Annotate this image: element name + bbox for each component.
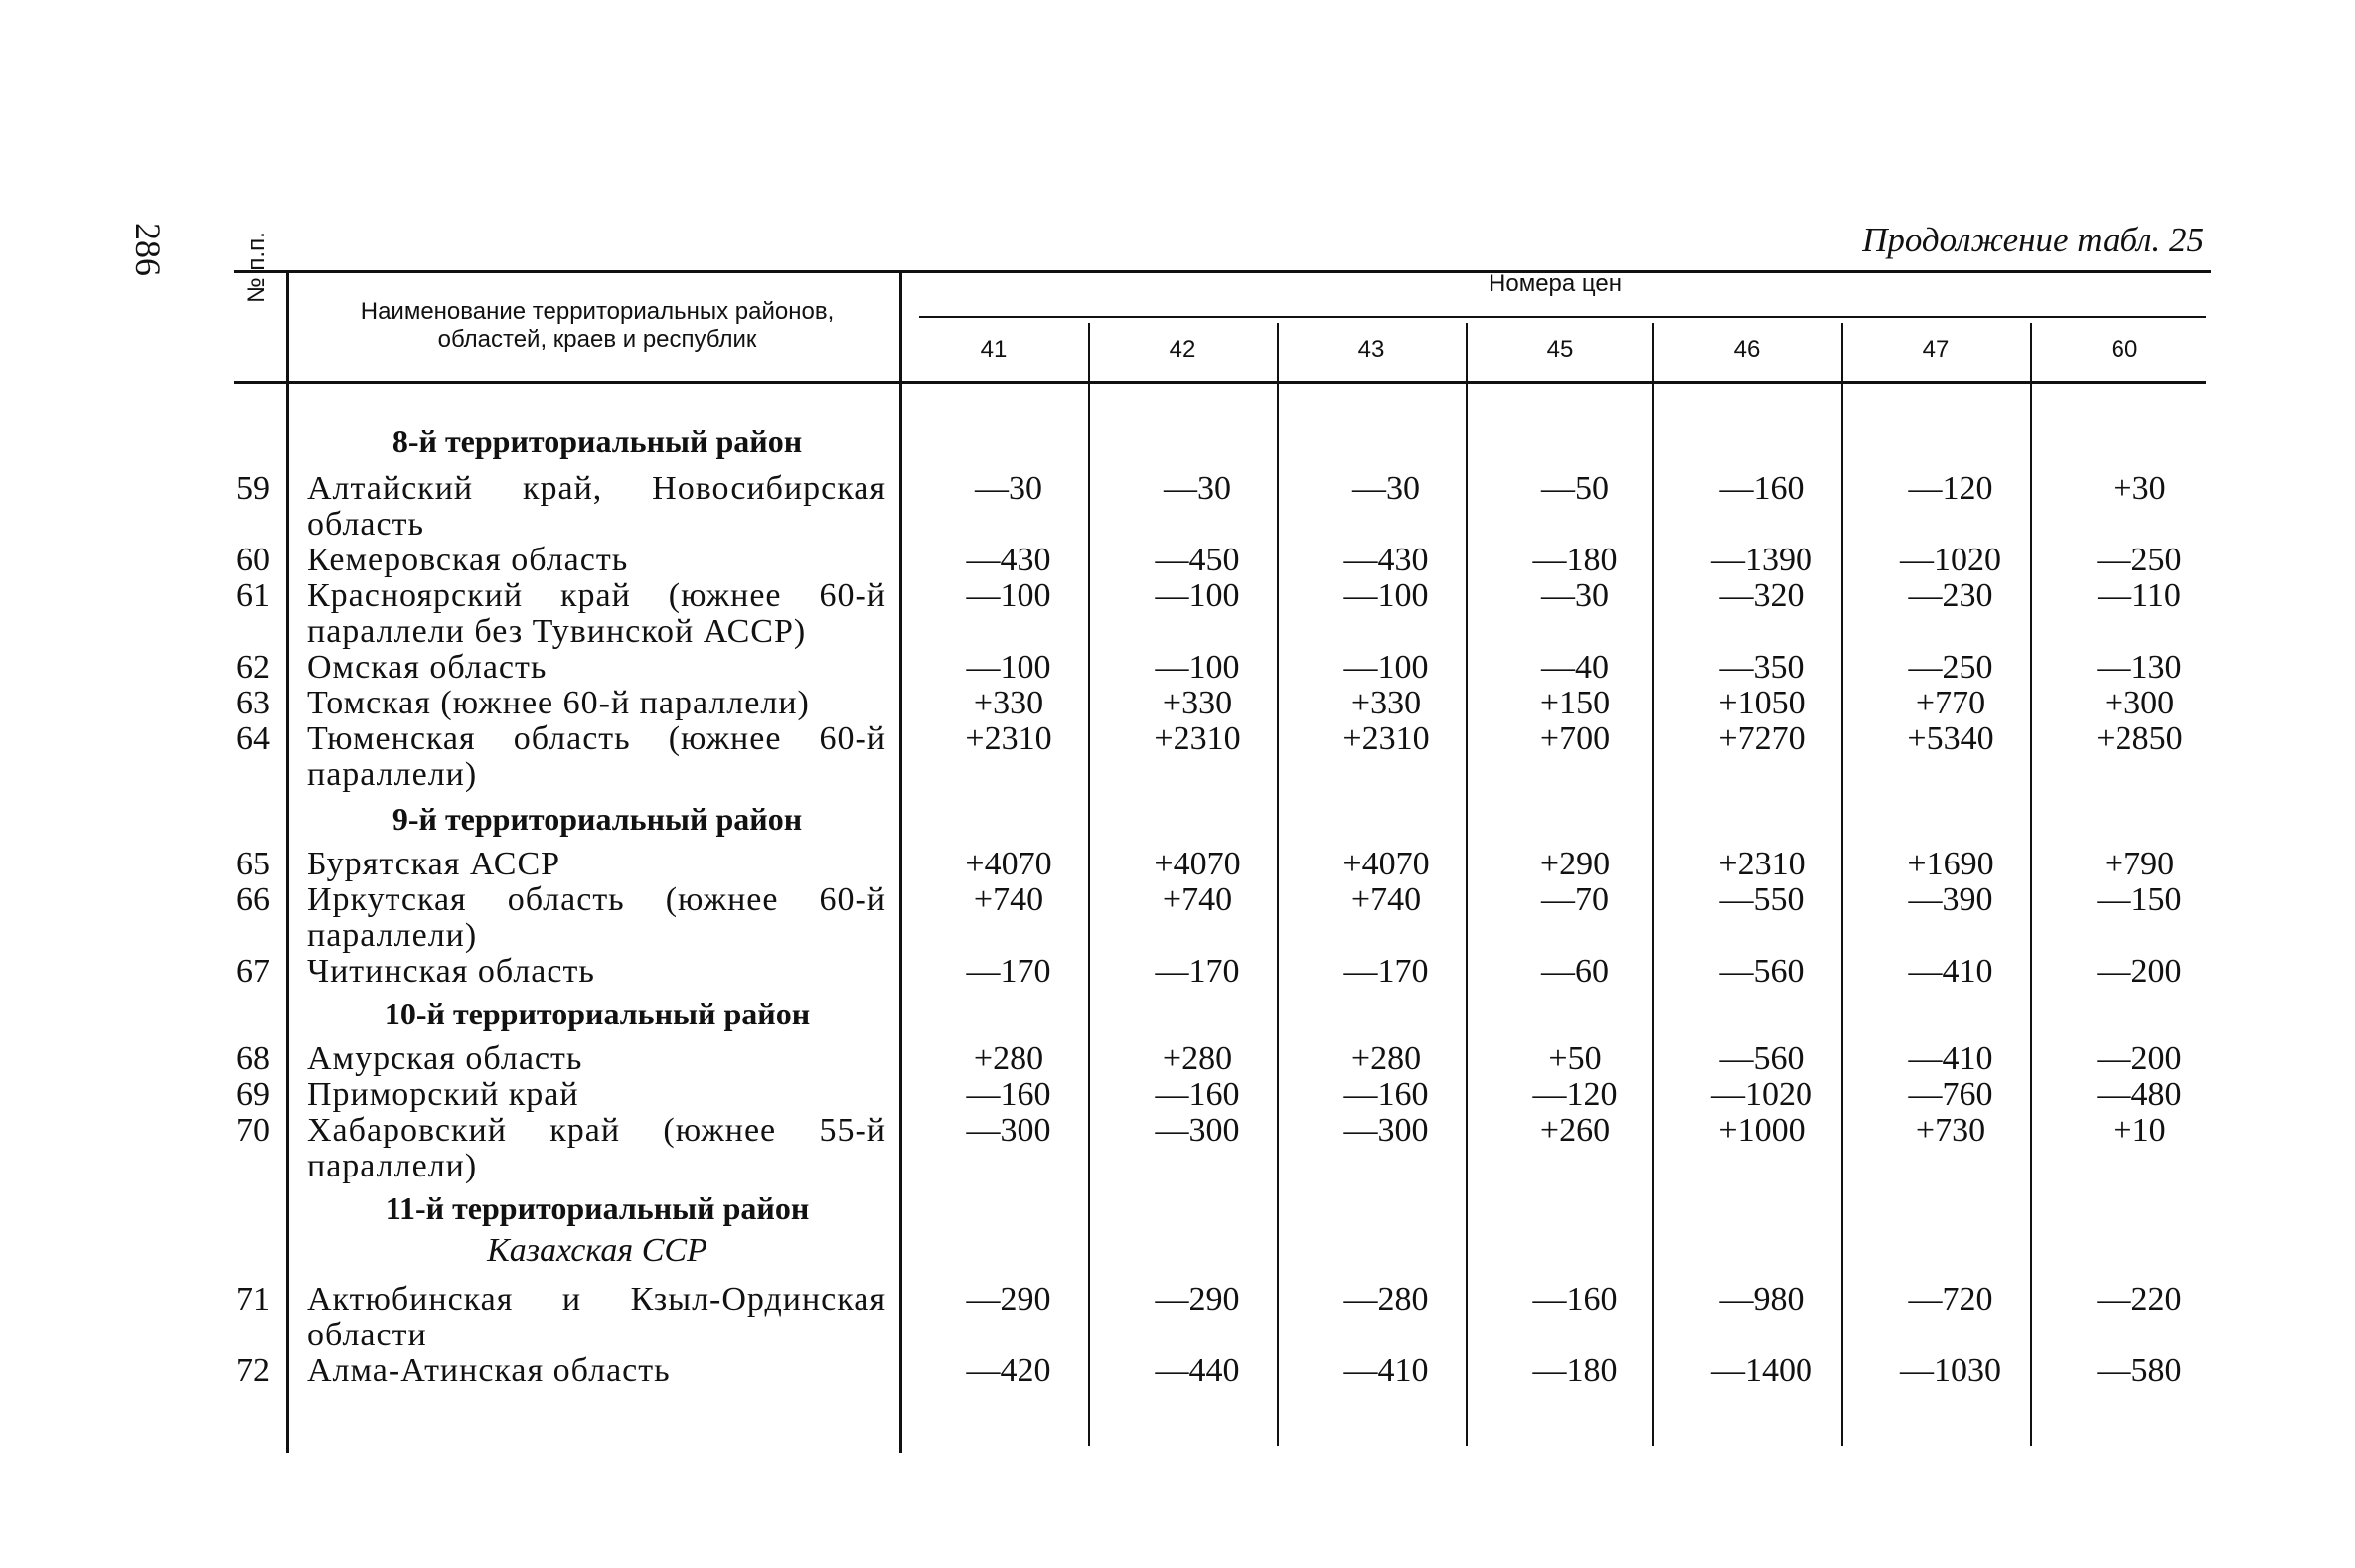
price-value-col-41: —290	[966, 1281, 1051, 1318]
price-value-col-47: —390	[1908, 881, 1993, 918]
price-value-col-43: —100	[1343, 649, 1429, 686]
price-value-col-45: —30	[1541, 577, 1609, 614]
price-value-col-42: —160	[1155, 1076, 1240, 1113]
row-name-line1: Приморский край	[307, 1076, 579, 1113]
row-number: 68	[236, 1040, 270, 1077]
price-value-col-45: —180	[1532, 542, 1618, 578]
header-price-numbers: Номера цен	[1489, 270, 1622, 297]
price-value-col-60: —580	[2097, 1352, 2182, 1389]
section-title: 10-й территориальный район	[384, 996, 811, 1031]
row-name	[307, 1282, 886, 1353]
row-name-line2: область	[307, 506, 424, 543]
price-value-col-41: +330	[973, 685, 1044, 721]
header-bottom-rule	[234, 381, 2206, 384]
price-value-col-60: +2850	[2096, 720, 2183, 757]
price-value-col-41: +4070	[965, 846, 1052, 882]
price-value-col-46: —350	[1719, 649, 1805, 686]
price-value-col-47: —250	[1908, 649, 1993, 686]
row-name	[307, 954, 886, 990]
price-value-col-41: +740	[973, 881, 1044, 918]
price-value-col-41: +280	[973, 1040, 1044, 1077]
table-row	[0, 650, 2355, 686]
col-header-41: 41	[980, 336, 1008, 363]
table-continuation-caption: Продолжение табл. 25	[1862, 221, 2204, 259]
price-value-col-43: +2310	[1342, 720, 1430, 757]
row-name-line2: параллели)	[307, 1148, 478, 1184]
price-value-col-42: —170	[1155, 953, 1240, 990]
row-name-line2: параллели)	[307, 756, 478, 793]
row-name	[307, 686, 886, 721]
price-value-col-46: —160	[1719, 470, 1805, 507]
price-value-col-41: —30	[975, 470, 1042, 507]
table-row	[0, 1353, 2355, 1389]
price-value-col-45: +50	[1548, 1040, 1602, 1077]
col-header-45: 45	[1546, 336, 1574, 363]
price-value-col-47: +5340	[1907, 720, 1994, 757]
table-row	[0, 470, 2355, 543]
table-row	[0, 1077, 2355, 1113]
row-name	[307, 1041, 886, 1077]
price-value-col-43: —300	[1343, 1112, 1429, 1149]
price-value-col-47: —1020	[1900, 542, 2001, 578]
row-number: 60	[236, 542, 270, 578]
row-number: 72	[236, 1352, 270, 1389]
price-value-col-42: —30	[1164, 470, 1231, 507]
row-name-line1: Кемеровская область	[307, 542, 629, 578]
price-value-col-46: +7270	[1718, 720, 1806, 757]
price-value-col-60: —200	[2097, 953, 2182, 990]
col-header-46: 46	[1733, 336, 1761, 363]
table-row	[0, 1041, 2355, 1077]
price-value-col-46: —1020	[1711, 1076, 1812, 1113]
price-value-col-42: +740	[1162, 881, 1233, 918]
row-number: 69	[236, 1076, 270, 1113]
row-name-line1: Тюменская область (южнее 60-й	[307, 720, 886, 757]
price-value-col-42: —300	[1155, 1112, 1240, 1149]
price-value-col-47: —410	[1908, 1040, 1993, 1077]
row-number: 66	[236, 881, 270, 918]
price-value-col-47: —760	[1908, 1076, 1993, 1113]
price-value-col-43: —30	[1352, 470, 1420, 507]
page-number: 286	[128, 223, 168, 276]
price-value-col-60: —130	[2097, 649, 2182, 686]
price-value-col-41: —430	[966, 542, 1051, 578]
row-name-line2: параллели без Тувинской АССР)	[307, 613, 807, 650]
price-value-col-47: —720	[1908, 1281, 1993, 1318]
price-value-col-43: —160	[1343, 1076, 1429, 1113]
row-number: 63	[236, 685, 270, 721]
price-value-col-60: —110	[2098, 577, 2181, 614]
price-value-col-42: —440	[1155, 1352, 1240, 1389]
price-value-col-45: +150	[1539, 685, 1611, 721]
row-name	[307, 847, 886, 882]
price-value-col-42: —100	[1155, 577, 1240, 614]
header-name	[294, 298, 900, 354]
row-name-line2: параллели)	[307, 917, 478, 954]
price-value-col-45: +290	[1539, 846, 1611, 882]
price-value-col-60: —200	[2097, 1040, 2182, 1077]
price-value-col-47: +1690	[1907, 846, 1994, 882]
price-value-col-43: +280	[1350, 1040, 1422, 1077]
price-value-col-46: —560	[1719, 1040, 1805, 1077]
table-row	[0, 577, 2355, 650]
price-value-col-45: —70	[1541, 881, 1609, 918]
price-value-col-41: —170	[966, 953, 1051, 990]
price-value-col-42: +2310	[1154, 720, 1241, 757]
price-value-col-42: +280	[1162, 1040, 1233, 1077]
row-name	[307, 650, 886, 686]
price-value-col-41: —300	[966, 1112, 1051, 1149]
table-row	[0, 543, 2355, 578]
row-name	[307, 1353, 886, 1389]
price-value-col-41: —420	[966, 1352, 1051, 1389]
header-name-line2: областей, краев и республик	[437, 326, 757, 353]
row-name-line1: Актюбинская и Кзыл-Ординская	[307, 1281, 886, 1318]
price-value-col-60: —480	[2097, 1076, 2182, 1113]
row-number: 61	[236, 577, 270, 614]
row-number: 67	[236, 953, 270, 990]
row-name-line1: Читинская область	[307, 953, 595, 990]
section-title: 9-й территориальный район	[392, 801, 803, 837]
table-row	[0, 881, 2355, 954]
price-value-col-43: —430	[1343, 542, 1429, 578]
price-value-col-46: +2310	[1718, 846, 1806, 882]
price-value-col-47: +730	[1915, 1112, 1986, 1149]
price-value-col-41: —100	[966, 577, 1051, 614]
row-name-line2: области	[307, 1317, 427, 1353]
row-name	[307, 1077, 886, 1113]
row-name-line1: Томская (южнее 60-й параллели)	[307, 685, 810, 721]
price-value-col-45: —40	[1541, 649, 1609, 686]
price-value-col-45: —120	[1532, 1076, 1618, 1113]
col-header-43: 43	[1357, 336, 1385, 363]
price-value-col-46: —1390	[1711, 542, 1812, 578]
price-value-col-41: +2310	[965, 720, 1052, 757]
price-value-col-41: —100	[966, 649, 1051, 686]
col-header-47: 47	[1922, 336, 1950, 363]
section-title: 11-й территориальный район	[385, 1190, 810, 1226]
header-name-line1: Наименование территориальных районов,	[360, 298, 835, 325]
row-number: 70	[236, 1112, 270, 1149]
price-value-col-60: +10	[2113, 1112, 2166, 1149]
price-value-col-43: —280	[1343, 1281, 1429, 1318]
price-value-col-43: —100	[1343, 577, 1429, 614]
price-value-col-43: —170	[1343, 953, 1429, 990]
row-name-line1: Алма-Атинская область	[307, 1352, 671, 1389]
price-value-col-45: —180	[1532, 1352, 1618, 1389]
price-value-col-47: +770	[1915, 685, 1986, 721]
price-value-col-45: —160	[1532, 1281, 1618, 1318]
price-value-col-42: —290	[1155, 1281, 1240, 1318]
price-value-col-41: —160	[966, 1076, 1051, 1113]
price-value-col-46: +1000	[1718, 1112, 1806, 1149]
price-value-col-60: +790	[2104, 846, 2175, 882]
price-value-col-46: —320	[1719, 577, 1805, 614]
price-value-col-46: +1050	[1718, 685, 1806, 721]
price-value-col-60: +30	[2113, 470, 2166, 507]
price-value-col-45: +700	[1539, 720, 1611, 757]
row-name-line1: Хабаровский край (южнее 55-й	[307, 1112, 886, 1149]
row-name	[307, 578, 886, 650]
row-name	[307, 471, 886, 543]
price-value-col-45: —50	[1541, 470, 1609, 507]
row-name	[307, 543, 886, 578]
row-name	[307, 721, 886, 793]
price-value-col-46: —560	[1719, 953, 1805, 990]
price-value-col-46: —1400	[1711, 1352, 1812, 1389]
header-row-number: № п.п.	[243, 232, 270, 303]
price-value-col-47: —1030	[1900, 1352, 2001, 1389]
price-value-col-42: +4070	[1154, 846, 1241, 882]
section-title: 8-й территориальный район	[392, 423, 803, 459]
table-row	[0, 720, 2355, 793]
price-value-col-42: —100	[1155, 649, 1240, 686]
price-value-col-47: —120	[1908, 470, 1993, 507]
table-row	[0, 1112, 2355, 1184]
price-value-col-46: —980	[1719, 1281, 1805, 1318]
row-number: 65	[236, 846, 270, 882]
prices-subheader-rule	[919, 316, 2206, 318]
col-header-42: 42	[1169, 336, 1196, 363]
table-row	[0, 847, 2355, 882]
price-value-col-47: —410	[1908, 953, 1993, 990]
section-subtitle: Казахская ССР	[487, 1232, 707, 1269]
price-value-col-45: —60	[1541, 953, 1609, 990]
price-value-col-60: —220	[2097, 1281, 2182, 1318]
row-name	[307, 1113, 886, 1184]
price-value-col-47: —230	[1908, 577, 1993, 614]
row-name-line1: Иркутская область (южнее 60-й	[307, 881, 886, 918]
row-name-line1: Амурская область	[307, 1040, 583, 1077]
row-name-line1: Красноярский край (южнее 60-й	[307, 577, 886, 614]
price-value-col-43: +740	[1350, 881, 1422, 918]
row-number: 64	[236, 720, 270, 757]
row-name-line1: Бурятская АССР	[307, 846, 561, 882]
table-row	[0, 954, 2355, 990]
price-value-col-43: —410	[1343, 1352, 1429, 1389]
row-number: 71	[236, 1281, 270, 1318]
row-name-line1: Алтайский край, Новосибирская	[307, 470, 886, 507]
row-number: 62	[236, 649, 270, 686]
table-row	[0, 1281, 2355, 1353]
row-number: 59	[236, 470, 270, 507]
price-value-col-42: +330	[1162, 685, 1233, 721]
price-value-col-60: —150	[2097, 881, 2182, 918]
row-name-line1: Омская область	[307, 649, 548, 686]
table-row	[0, 686, 2355, 721]
col-header-60: 60	[2111, 336, 2138, 363]
price-value-col-60: —250	[2097, 542, 2182, 578]
price-value-col-43: +330	[1350, 685, 1422, 721]
price-value-col-45: +260	[1539, 1112, 1611, 1149]
price-value-col-43: +4070	[1342, 846, 1430, 882]
row-name	[307, 882, 886, 954]
price-value-col-46: —550	[1719, 881, 1805, 918]
price-value-col-60: +300	[2104, 685, 2175, 721]
price-value-col-42: —450	[1155, 542, 1240, 578]
